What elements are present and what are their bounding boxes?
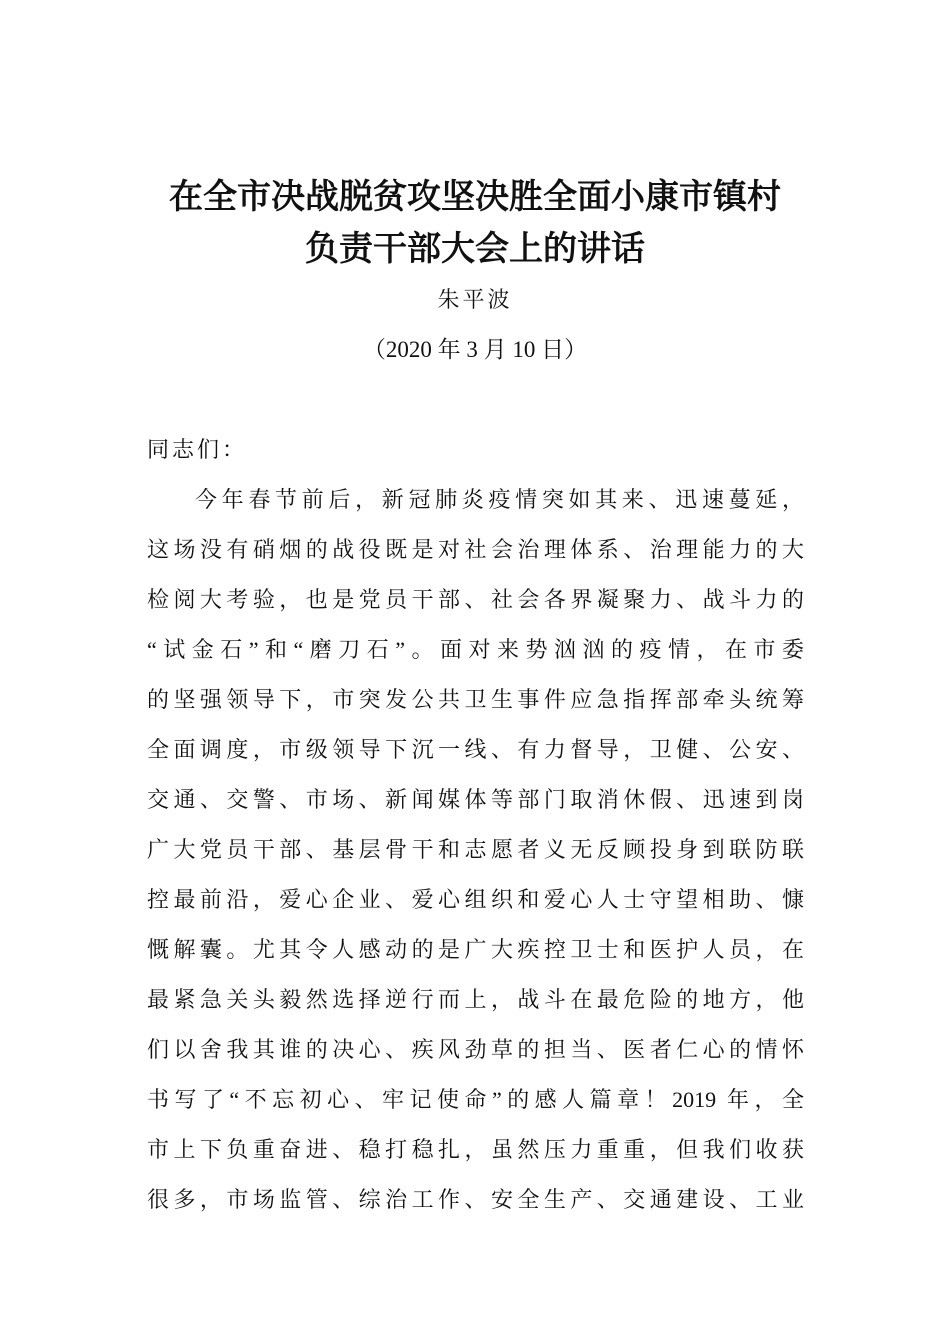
document-title-line-1: 在全市决战脱贫攻坚决胜全面小康市镇村 (169, 177, 781, 217)
body-line: 广大党员干部、基层骨干和志愿者义无反顾投身到联防联 (147, 837, 804, 862)
body-line: 全面调度，市级领导下沉一线、有力督导，卫健、公安、 (147, 737, 804, 762)
body-line: 最紧急关头毅然选择逆行而上，战斗在最危险的地方，他 (147, 987, 804, 1012)
body-line: 书写了“不忘初心、牢记使命”的感人篇章！2019 年，全 (147, 1087, 804, 1112)
body-line: 交通、交警、市场、新闻媒体等部门取消休假、迅速到岗 (147, 787, 804, 812)
body-line: “试金石”和“磨刀石”。面对来势汹汹的疫情，在市委 (147, 637, 804, 662)
body-line: 今年春节前后，新冠肺炎疫情突如其来、迅速蔓延， (195, 487, 804, 512)
body-line: 这场没有硝烟的战役既是对社会治理体系、治理能力的大 (147, 537, 804, 562)
body-line: 检阅大考验，也是党员干部、社会各界凝聚力、战斗力的 (147, 587, 804, 612)
body-line: 很多，市场监管、综治工作、安全生产、交通建设、工业 (147, 1187, 804, 1212)
body-line: 慨解囊。尤其令人感动的是广大疾控卫士和医护人员，在 (147, 937, 804, 962)
body-line: 的坚强领导下，市突发公共卫生事件应急指挥部牵头统筹 (147, 687, 804, 712)
body-line: 们以舍我其谁的决心、疾风劲草的担当、医者仁心的情怀 (147, 1037, 804, 1062)
document-title-line-2: 负责干部大会上的讲话 (305, 229, 645, 269)
body-line: 市上下负重奋进、稳打稳扎，虽然压力重重，但我们收获 (147, 1137, 804, 1162)
author-name: 朱平波 (437, 288, 513, 313)
body-line: 控最前沿，爱心企业、爱心组织和爱心人士守望相助、慷 (147, 887, 804, 912)
salutation: 同志们： (147, 438, 248, 463)
speech-date: （2020 年 3 月 10 日） (362, 337, 588, 362)
